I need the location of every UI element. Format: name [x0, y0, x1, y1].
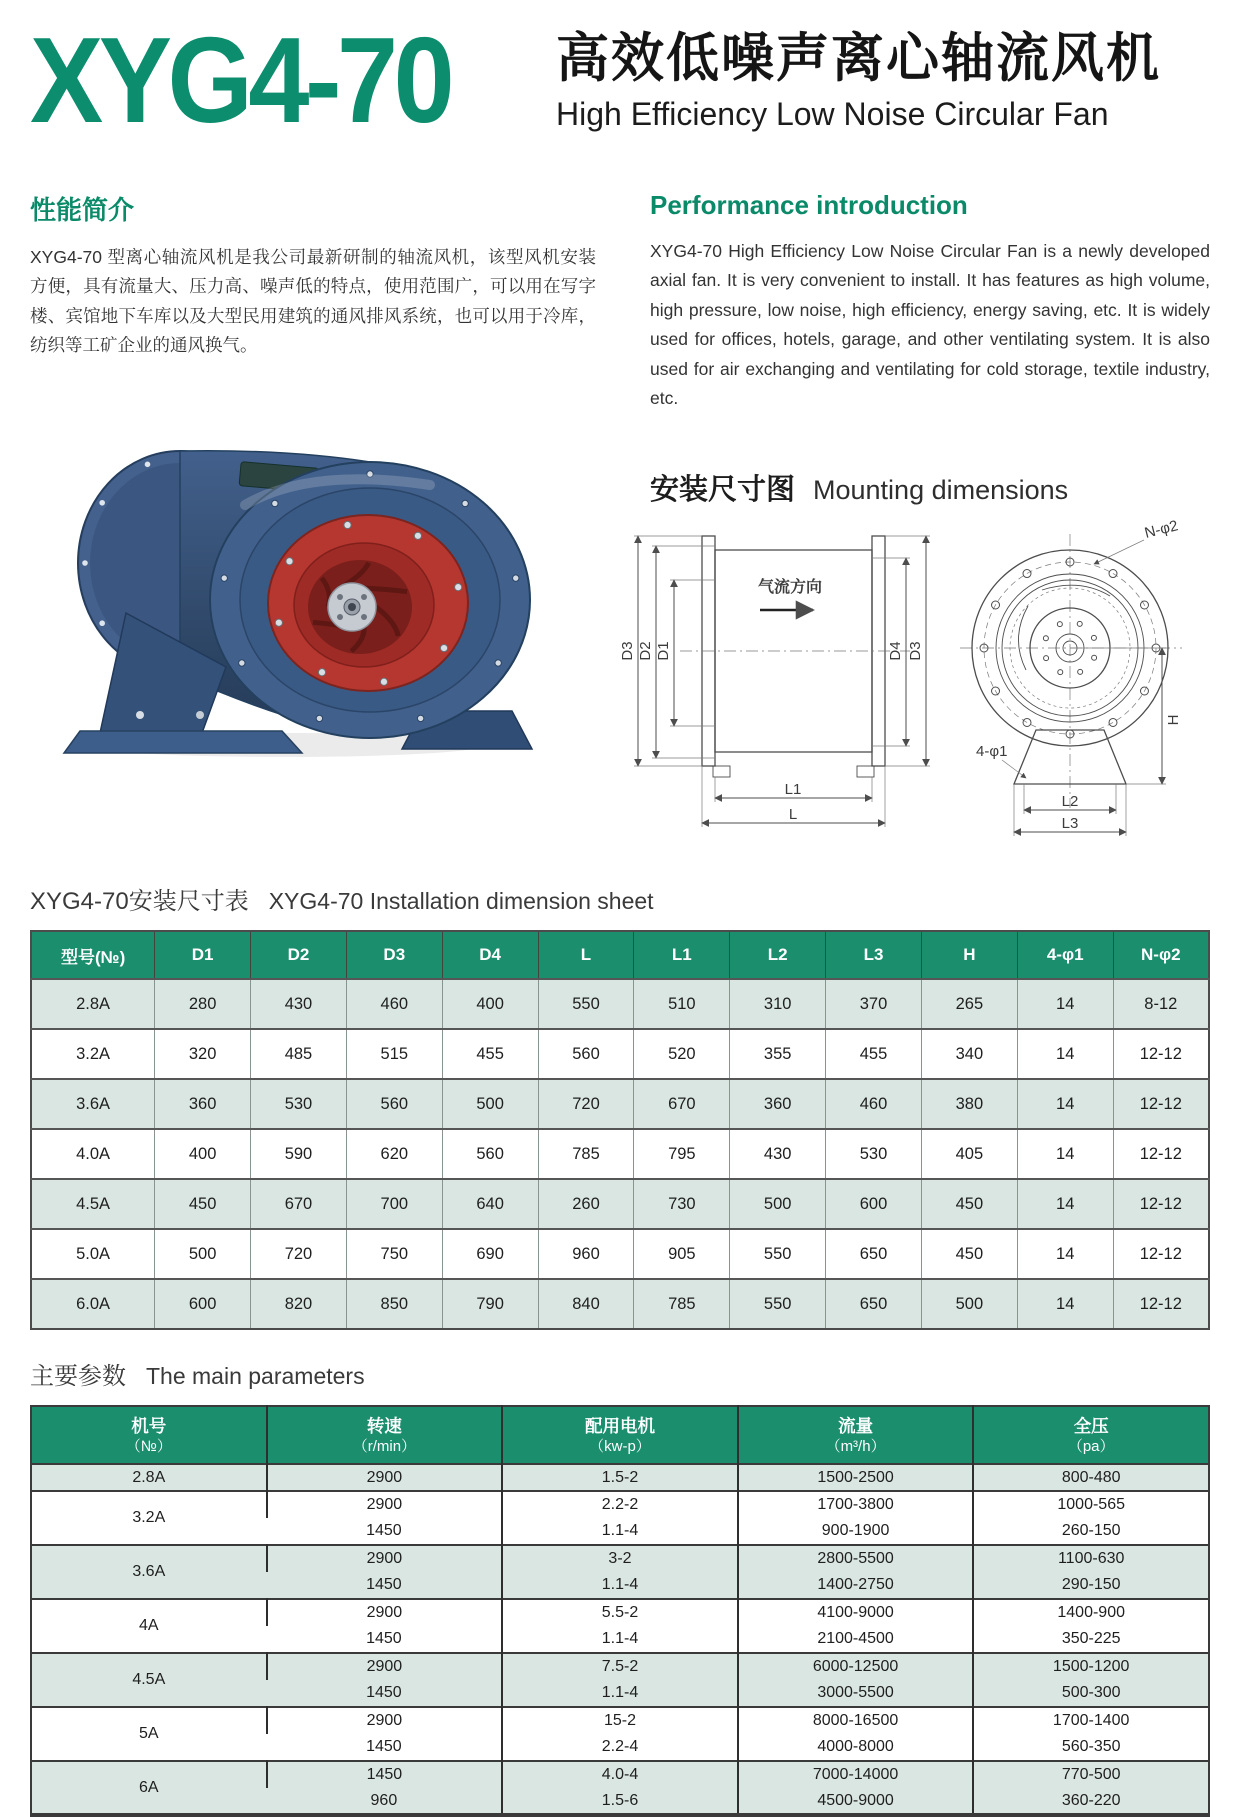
param-table-row [31, 1707, 1209, 1734]
dim-cell: 14 [1017, 1129, 1113, 1179]
param-cell: 560-350 [973, 1734, 1209, 1761]
dim-cell: 430 [730, 1129, 826, 1179]
dim-cell: 405 [921, 1129, 1017, 1179]
param-model-cell: 3.6A [132, 1563, 166, 1581]
bolt-hole [1058, 670, 1063, 675]
dim-column-header: D4 [442, 931, 538, 979]
dim-cell: 550 [730, 1229, 826, 1279]
dim-column-header: 型号(№) [31, 931, 155, 979]
param-cell: 900-1900 [738, 1518, 974, 1545]
param-cell: 770-500 [973, 1761, 1209, 1788]
dim-cell: 700 [346, 1179, 442, 1229]
param-cell: 960 [370, 1791, 398, 1809]
dim-column-header: L [538, 931, 634, 979]
param-cell: 1450 [366, 1738, 402, 1756]
dim-cell: 3.6A [76, 1094, 111, 1113]
dim-cell: 260 [538, 1179, 634, 1229]
mounting-heading-zh: 安装尺寸图 [650, 474, 796, 507]
dim-label-l1: L1 [784, 781, 802, 799]
dim-cell: 12-12 [1113, 1079, 1209, 1129]
param-cell: 4.0-4 [502, 1761, 738, 1788]
fan-product-image [30, 415, 550, 760]
dim-cell: 4.0A [76, 1144, 111, 1163]
fan-stand-base [64, 731, 302, 753]
param-cell: 500-300 [973, 1680, 1209, 1707]
param-column-header: 配用电机 （kw-p） [502, 1406, 738, 1464]
param-cell: 2900 [267, 1491, 503, 1518]
param-cell: 260-150 [973, 1518, 1209, 1545]
dim-cell: 750 [346, 1229, 442, 1279]
main-parameters-table [30, 1405, 1210, 1817]
param-cell: 6000-12500 [738, 1653, 974, 1680]
dim-cell: 460 [826, 1079, 922, 1129]
airflow-label: 气流方向 [758, 579, 823, 597]
dimension-table-title [30, 881, 1210, 916]
bolt-hole [1023, 719, 1031, 727]
dim-cell: 560 [346, 1079, 442, 1129]
dim-cell: 12-12 [1113, 1129, 1209, 1179]
page-title-zh: 高效低噪声离心轴流风机 [556, 29, 1161, 88]
title-block [556, 16, 1161, 133]
bolt-hole [513, 575, 519, 581]
dim-cell: 430 [251, 979, 347, 1029]
dim-cell: 12-12 [1113, 1179, 1209, 1229]
dim-cell: 265 [921, 979, 1017, 1029]
param-cell: 1450 [267, 1761, 503, 1788]
dim-cell: 355 [730, 1029, 826, 1079]
param-table-row [31, 1491, 1209, 1518]
dim-cell: 530 [826, 1129, 922, 1179]
dimension-table-row [31, 1229, 1209, 1279]
param-cell: 1700-1400 [973, 1707, 1209, 1734]
param-cell: 1450 [366, 1684, 402, 1702]
param-model-cell: 4.5A [132, 1671, 166, 1689]
param-cell: 8000-16500 [738, 1707, 974, 1734]
dim-cell: 650 [826, 1279, 922, 1329]
param-model-cell: 5A [139, 1725, 159, 1743]
dim-cell: 670 [634, 1079, 730, 1129]
bolt-hole [1057, 622, 1062, 627]
param-cell: 4500-9000 [738, 1788, 974, 1815]
dim-label-d4: D4 [887, 641, 904, 662]
bolt-hole [286, 558, 293, 565]
param-model-cell: 3.2A [132, 1509, 166, 1527]
dim-cell: 500 [730, 1179, 826, 1229]
dim-cell: 550 [538, 979, 634, 1029]
dim-cell: 590 [251, 1129, 347, 1179]
dim-cell: 450 [921, 1229, 1017, 1279]
param-cell: 1450 [366, 1522, 402, 1540]
param-table-row [31, 1545, 1209, 1572]
dim-cell: 650 [826, 1229, 922, 1279]
dim-cell: 785 [538, 1129, 634, 1179]
mounting-drawings [610, 518, 1210, 850]
dim-cell: 455 [826, 1029, 922, 1079]
dim-cell: 730 [634, 1179, 730, 1229]
dim-cell: 280 [155, 979, 251, 1029]
dim-cell: 320 [155, 1029, 251, 1079]
bolt-hole [316, 716, 322, 722]
mounting-heading-en: Mounting dimensions [813, 475, 1069, 506]
dim-cell: 450 [921, 1179, 1017, 1229]
params-table-title-en: The main parameters [146, 1363, 365, 1390]
bolt-hole [275, 620, 282, 627]
param-column-header: 流量 （m³/h） [738, 1406, 974, 1464]
dimension-table-row [31, 1029, 1209, 1079]
dim-cell: 500 [442, 1079, 538, 1129]
dim-cell: 600 [826, 1179, 922, 1229]
param-cell: 1500-2500 [738, 1464, 974, 1491]
dim-cell: 14 [1017, 1229, 1113, 1279]
param-table-row [31, 1599, 1209, 1626]
bolt-hole [1109, 570, 1117, 578]
bolt-hole [221, 575, 227, 581]
dim-cell: 640 [442, 1179, 538, 1229]
param-cell: 350-225 [973, 1626, 1209, 1653]
param-cell: 3000-5500 [738, 1680, 974, 1707]
dimension-table-row [31, 1129, 1209, 1179]
model-title: XYG4-70 [30, 12, 451, 148]
bolt-hole [99, 621, 105, 627]
param-cell: 1.1-4 [502, 1626, 738, 1653]
dim-column-header: D1 [155, 931, 251, 979]
bolt-hole [1023, 570, 1031, 578]
bolt-hole [1077, 622, 1082, 627]
hub-bolt [361, 594, 367, 600]
param-cell: 2.2-4 [502, 1734, 738, 1761]
param-table-row [31, 1761, 1209, 1788]
param-cell: 5.5-2 [502, 1599, 738, 1626]
page-title-en: High Efficiency Low Noise Circular Fan [556, 96, 1109, 133]
dim-column-header: L1 [634, 931, 730, 979]
intro-zh-column [30, 190, 596, 413]
front-view-diagram [960, 518, 1182, 836]
dim-cell: 795 [634, 1129, 730, 1179]
dim-column-header: L3 [826, 931, 922, 979]
bolt-hole [239, 660, 245, 666]
param-cell: 2900 [267, 1464, 503, 1491]
dim-cell: 690 [442, 1229, 538, 1279]
intro-en-heading: Performance introduction [650, 190, 968, 221]
bolt-hole [1043, 636, 1048, 641]
param-cell: 7.5-2 [502, 1653, 738, 1680]
param-cell: 360-220 [973, 1788, 1209, 1815]
dim-column-header: D3 [346, 931, 442, 979]
param-cell: 2900 [267, 1545, 503, 1572]
dim-cell: 840 [538, 1279, 634, 1329]
param-cell: 290-150 [973, 1572, 1209, 1599]
dim-cell: 4.5A [76, 1194, 111, 1213]
dim-cell: 12-12 [1113, 1029, 1209, 1079]
dim-cell: 14 [1017, 979, 1113, 1029]
bolt-hole [82, 561, 88, 567]
bolt-hole [1092, 656, 1097, 661]
dim-label-l: L [788, 806, 798, 824]
param-table-row [31, 1653, 1209, 1680]
param-model-cell: 2.8A [132, 1468, 166, 1486]
param-cell: 1450 [366, 1630, 402, 1648]
bolt-hole [462, 501, 468, 507]
bolt-hole [318, 669, 325, 676]
stand-bolt [136, 711, 144, 719]
dim-cell: 14 [1017, 1279, 1113, 1329]
param-cell: 1.1-4 [502, 1680, 738, 1707]
side-view-diagram [619, 536, 930, 827]
dim-cell: 14 [1017, 1179, 1113, 1229]
bolt-hole [344, 522, 351, 529]
dim-cell: 360 [155, 1079, 251, 1129]
dim-cell: 310 [730, 979, 826, 1029]
dimension-table-row [31, 1179, 1209, 1229]
dim-label-d3-right: D3 [907, 641, 924, 662]
mounting-section [610, 415, 1210, 855]
page-header [30, 12, 1210, 148]
stand-bolt [196, 711, 204, 719]
dim-cell: 515 [346, 1029, 442, 1079]
intro-en-column [650, 190, 1210, 413]
dim-cell: 510 [634, 979, 730, 1029]
bolt-hole [455, 584, 462, 591]
bolt-hole [1109, 719, 1117, 727]
dim-cell: 550 [730, 1279, 826, 1329]
dim-cell: 6.0A [76, 1294, 111, 1313]
dimension-table-row [31, 1279, 1209, 1329]
bolt-hole [495, 660, 501, 666]
dimension-table-title-zh: XYG4-70安装尺寸表 [30, 888, 249, 916]
param-model-cell: 4A [139, 1617, 159, 1635]
dim-column-header: L2 [730, 931, 826, 979]
dim-cell: 370 [826, 979, 922, 1029]
dim-cell: 455 [442, 1029, 538, 1079]
dim-label-n-phi2: N-φ2 [1142, 518, 1180, 543]
bolt-hole [272, 501, 278, 507]
intro-zh-body: XYG4-70 型离心轴流风机是我公司最新研制的轴流风机，该型风机安装方便，具有流量大、压力高、噪声低的特点，使用范围广，可以用在写字楼、宾馆地下车库以及大型民用建筑的通风排风系统，也可以用于冷库，纺织等工矿企业的通风换气。 [30, 247, 596, 356]
bolt-hole [414, 533, 421, 540]
dim-label-d2: D2 [637, 641, 654, 662]
param-cell: 4100-9000 [738, 1599, 974, 1626]
intro-en-body: XYG4-70 High Efficiency Low Noise Circular Fan is a newly developed axial fan. It is very convenient to install. It has features as high volume, high pressure, low noise, high efficiency, energy saving, etc. It is widely used for offices, hotels, garage, and other ventilating system. It is also used for air exchanging and ventilating for cold storage, textile industry, etc. [650, 241, 1210, 409]
bolt-hole [380, 679, 387, 686]
bolt-hole [1091, 636, 1096, 641]
dim-cell: 720 [538, 1079, 634, 1129]
param-cell: 15-2 [502, 1707, 738, 1734]
hub-bolt [337, 594, 343, 600]
dim-cell: 670 [251, 1179, 347, 1229]
param-cell: 1.1-4 [502, 1572, 738, 1599]
dim-label-l3: L3 [1061, 815, 1079, 833]
param-model-cell: 6A [139, 1778, 159, 1796]
dim-cell: 485 [251, 1029, 347, 1079]
dim-cell: 2.8A [76, 994, 111, 1013]
dim-cell: 530 [251, 1079, 347, 1129]
params-table-title [30, 1356, 1210, 1391]
hub-bolt [337, 614, 343, 620]
dim-cell: 600 [155, 1279, 251, 1329]
dimension-table-header-row [31, 931, 1209, 979]
param-cell: 1.1-4 [502, 1518, 738, 1545]
dim-column-header: H [921, 931, 1017, 979]
dim-cell: 500 [921, 1279, 1017, 1329]
param-cell: 1400-2750 [738, 1572, 974, 1599]
dim-column-header: N-φ2 [1113, 931, 1209, 979]
intro-zh-heading: 性能简介 [30, 195, 135, 226]
bolt-hole [440, 645, 447, 652]
dim-cell: 8-12 [1113, 979, 1209, 1029]
param-cell: 1450 [366, 1576, 402, 1594]
dim-cell: 400 [155, 1129, 251, 1179]
dim-cell: 380 [921, 1079, 1017, 1129]
media-section [30, 415, 1210, 855]
fan-shaft-bolt [348, 603, 356, 611]
param-cell: 2800-5500 [738, 1545, 974, 1572]
bolt-hole [99, 500, 105, 506]
dim-cell: 14 [1017, 1079, 1113, 1129]
dim-cell: 620 [346, 1129, 442, 1179]
param-column-header: 全压 （pa） [973, 1406, 1209, 1464]
param-cell: 1400-900 [973, 1599, 1209, 1626]
dim-label-d1: D1 [655, 641, 672, 662]
param-cell: 1500-1200 [973, 1653, 1209, 1680]
param-cell: 800-480 [973, 1464, 1209, 1491]
dim-cell: 5.0A [76, 1244, 111, 1263]
dim-cell: 520 [634, 1029, 730, 1079]
param-cell: 2900 [267, 1653, 503, 1680]
dim-cell: 500 [155, 1229, 251, 1279]
mounting-heading [650, 467, 1210, 508]
param-cell: 1.5-6 [502, 1788, 738, 1815]
param-cell: 1000-565 [973, 1491, 1209, 1518]
dim-label-h: H [1165, 715, 1182, 726]
dim-cell: 720 [251, 1229, 347, 1279]
intro-section [30, 190, 1210, 413]
param-cell: 3-2 [502, 1545, 738, 1572]
bolt-hole [145, 462, 151, 468]
dimension-table-row [31, 1079, 1209, 1129]
dimension-table-row [31, 979, 1209, 1029]
dim-cell: 3.2A [76, 1044, 111, 1063]
bolt-hole [1044, 656, 1049, 661]
bolt-hole [1078, 670, 1083, 675]
param-cell: 1700-3800 [738, 1491, 974, 1518]
dim-cell: 14 [1017, 1029, 1113, 1079]
bolt-hole [417, 716, 423, 722]
param-cell: 2900 [267, 1707, 503, 1734]
dim-label-4-phi1: 4-φ1 [976, 743, 1008, 761]
param-table-row [31, 1464, 1209, 1491]
param-cell: 4000-8000 [738, 1734, 974, 1761]
dim-cell: 360 [730, 1079, 826, 1129]
dim-cell: 960 [538, 1229, 634, 1279]
param-column-header: 机号 （№） [31, 1406, 267, 1464]
params-table-title-zh: 主要参数 [30, 1363, 126, 1391]
installation-dimension-table [30, 930, 1210, 1330]
dim-cell: 400 [442, 979, 538, 1029]
dimension-table-title-en: XYG4-70 Installation dimension sheet [268, 888, 654, 915]
param-cell: 7000-14000 [738, 1761, 974, 1788]
param-column-header: 转速 （r/min） [267, 1406, 503, 1464]
param-cell: 1100-630 [973, 1545, 1209, 1572]
dim-cell: 790 [442, 1279, 538, 1329]
param-cell: 2100-4500 [738, 1626, 974, 1653]
param-cell: 1.5-2 [502, 1464, 738, 1491]
hub-bolt [361, 614, 367, 620]
param-cell: 2.2-2 [502, 1491, 738, 1518]
dim-cell: 785 [634, 1279, 730, 1329]
dim-cell: 850 [346, 1279, 442, 1329]
params-table-header-row [31, 1406, 1209, 1464]
dim-column-header: 4-φ1 [1017, 931, 1113, 979]
dim-column-header: D2 [251, 931, 347, 979]
dim-label-d3-left: D3 [619, 641, 636, 662]
dim-cell: 450 [155, 1179, 251, 1229]
dim-cell: 12-12 [1113, 1279, 1209, 1329]
dim-cell: 905 [634, 1229, 730, 1279]
dim-cell: 560 [442, 1129, 538, 1179]
dim-cell: 340 [921, 1029, 1017, 1079]
dim-cell: 820 [251, 1279, 347, 1329]
dim-cell: 560 [538, 1029, 634, 1079]
dim-label-l2: L2 [1061, 793, 1079, 811]
dim-cell: 12-12 [1113, 1229, 1209, 1279]
dim-cell: 460 [346, 979, 442, 1029]
param-cell: 2900 [267, 1599, 503, 1626]
